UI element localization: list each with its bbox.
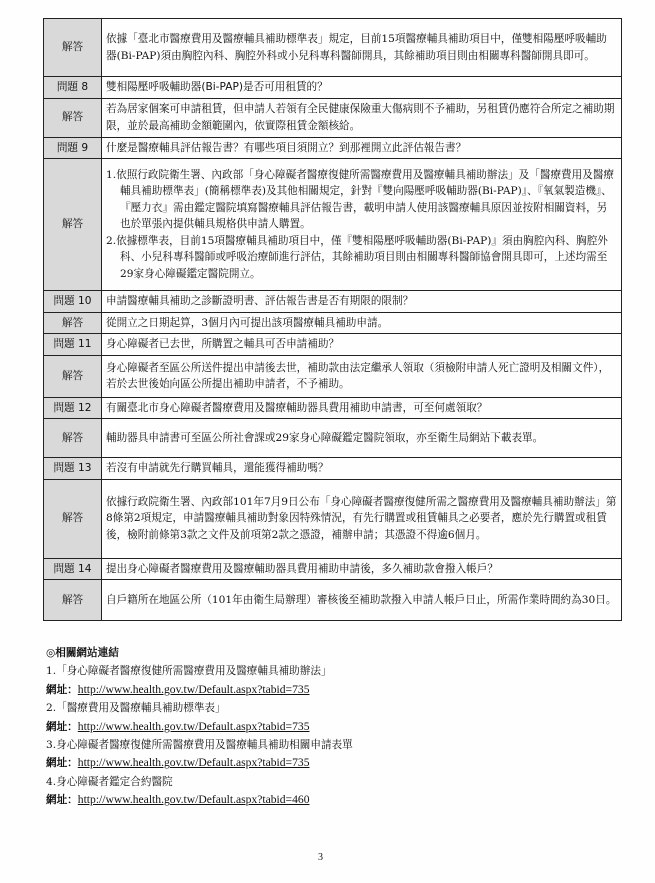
answer-label: 解答 [44, 159, 102, 291]
question-number: 問題 11 [44, 334, 102, 356]
answer-label: 解答 [44, 98, 102, 137]
answer-text [102, 479, 622, 558]
question-text: 什麼是醫療輔具評估報告書？有哪些項目須開立？到那裡開立此評估報告書？ [102, 137, 622, 159]
answer-text [102, 312, 622, 334]
question-row [44, 558, 622, 580]
answer-text [102, 419, 622, 458]
answer-row [44, 580, 622, 621]
answer-label: 解答 [44, 312, 102, 334]
related-links-section [46, 644, 626, 810]
related-links-list [46, 662, 626, 809]
question-row [44, 291, 622, 313]
related-link-row [46, 791, 626, 809]
answer-list-item: 2.依據標準表，目前15項醫療輔具補助項目中，僅『雙相陽壓呼吸輔助器(Bi-PAP)』須由胸腔內科、胸腔外科、小兒科專科醫師或呼吸治療師進行評估，其餘補助項目則由相關專科醫師協會開具即可，上述均需至29家身心障礙鑑定醫院開立。 [106, 234, 608, 280]
answer-paragraph: 若為居家個案可申請租賃，但申請人若領有全民健康保險重大傷病則不予補助，另租賃仍應符合所定之補助期限，並於最高補助金額範圍內，依實際租賃金額核給。 [106, 103, 615, 132]
related-link-title: 3.身心障礙者醫療復健所需醫療費用及醫療輔具補助相關申請表單 [46, 739, 353, 752]
answer-text [102, 580, 622, 621]
related-link-row [46, 754, 626, 772]
question-row [44, 458, 622, 480]
related-link-url[interactable]: http://www.health.gov.tw/Default.aspx?tabid=735 [77, 682, 310, 696]
question-row [44, 397, 622, 419]
related-link-row [46, 718, 626, 736]
answer-paragraph: 依據行政院衛生署、內政部101年7月9日公布「身心障礙者醫療復健所需之醫療費用及醫療輔具補助辦法」第8條第2項規定，申請醫療輔具補助對象因特殊情況，有先行購置或租賃輔具之必要者，應於先行購置或租賃後，檢附前條第3款之文件及前項第2款之憑證，補辦申請；其憑證不得逾6個月。 [106, 495, 617, 541]
answer-row [44, 19, 622, 77]
related-link-title: 2.「醫療費用及醫療輔具補助標準表」 [46, 702, 226, 715]
url-label: 網址： [46, 794, 78, 807]
related-link-title: 4.身心障礙者鑑定合約醫院 [46, 775, 173, 788]
answer-text [102, 355, 622, 397]
answer-row [44, 419, 622, 458]
answer-row [44, 98, 622, 137]
related-link-url[interactable]: http://www.health.gov.tw/Default.aspx?tabid=460 [77, 793, 310, 807]
answer-paragraph: 從開立之日期起算，3個月內可提出該項醫療輔具補助申請。 [106, 316, 389, 329]
answer-row [44, 159, 622, 291]
answer-label: 解答 [44, 479, 102, 558]
related-link-row [46, 681, 626, 699]
answer-label: 解答 [44, 580, 102, 621]
answer-paragraph: 依據「臺北市醫療費用及醫療輔具補助標準表」規定，目前15項醫療輔具補助項目中，僅雙相陽壓呼吸輔助器(Bi-PAP)須由胸腔內科、胸腔外科或小兒科專科醫師開具，其餘補助項目則由相關專科醫師開具即可。 [106, 33, 607, 62]
answer-paragraph: 身心障礙者至區公所送件提出申請後去世，補助款由法定繼承人領取（須檢附申請人死亡證明及相關文件），若於去世後始向區公所提出補助申請者，不予補助。 [106, 361, 610, 390]
question-text: 身心障礙者已去世，所購置之輔具可否申請補助？ [102, 334, 622, 356]
question-text: 提出身心障礙者醫療費用及醫療輔助器具費用補助申請後，多久補助款會撥入帳戶？ [102, 558, 622, 580]
answer-row [44, 355, 622, 397]
answer-label: 解答 [44, 355, 102, 397]
question-number: 問題 13 [44, 458, 102, 480]
question-number: 問題 10 [44, 291, 102, 313]
page-number: 3 [318, 852, 323, 863]
question-number: 問題 12 [44, 397, 102, 419]
question-text: 申請醫療輔具補助之診斷證明書、評估報告書是否有期限的限制？ [102, 291, 622, 313]
answer-row [44, 479, 622, 558]
answer-label: 解答 [44, 419, 102, 458]
url-label: 網址： [46, 720, 78, 733]
answer-text [102, 98, 622, 137]
question-row [44, 137, 622, 159]
question-row [44, 77, 622, 99]
related-link-url[interactable]: http://www.health.gov.tw/Default.aspx?tabid=735 [77, 719, 310, 733]
related-links-heading: ◎相關網站連結 [46, 647, 119, 659]
question-text: 有關臺北市身心障礙者醫療費用及醫療輔助器具費用補助申請書，可至何處領取？ [102, 397, 622, 419]
answer-text [102, 19, 622, 77]
answer-row [44, 312, 622, 334]
related-link-url[interactable]: http://www.health.gov.tw/Default.aspx?tabid=735 [77, 756, 310, 770]
answer-label: 解答 [44, 19, 102, 77]
url-label: 網址： [46, 683, 78, 696]
question-number: 問題 9 [44, 137, 102, 159]
answer-list-item: 1.依照行政院衛生署、內政部「身心障礙者醫療復健所需醫療費用及醫療輔具補助辦法」及「醫療費用及醫療輔具補助標準表」(簡稱標準表)及其他相關規定，針對『雙向陽壓呼吸輔助器(Bi-PAP)』、『氧氣製造機』、『壓力衣』需由鑑定醫院填寫醫療輔具評估報告書，載明申請人使用該醫療輔具原因並按附相關資料，另也於單張內提供輔具規格供申請人購置。 [106, 168, 615, 231]
url-label: 網址： [46, 757, 78, 770]
question-number: 問題 8 [44, 77, 102, 99]
answer-paragraph: 自戶籍所在地區公所（101年由衛生局辦理）審核後至補助款撥入申請人帳戶日止，所需作業時間約為30日。 [106, 593, 617, 606]
faq-table [43, 18, 622, 621]
answer-paragraph: 輔助器具申請書可至區公所社會課或29家身心障礙鑑定醫院領取，亦至衛生局網站下載表單。 [106, 431, 544, 444]
answer-text [102, 159, 622, 291]
related-link-title: 1.「身心障礙者醫療復健所需醫療費用及醫療輔具補助辦法」 [46, 665, 332, 678]
question-row [44, 334, 622, 356]
question-text: 若沒有申請就先行購買輔具，還能獲得補助嗎？ [102, 458, 622, 480]
question-text: 雙相陽壓呼吸輔助器(Bi-PAP)是否可用租賃的？ [102, 77, 622, 99]
question-number: 問題 14 [44, 558, 102, 580]
